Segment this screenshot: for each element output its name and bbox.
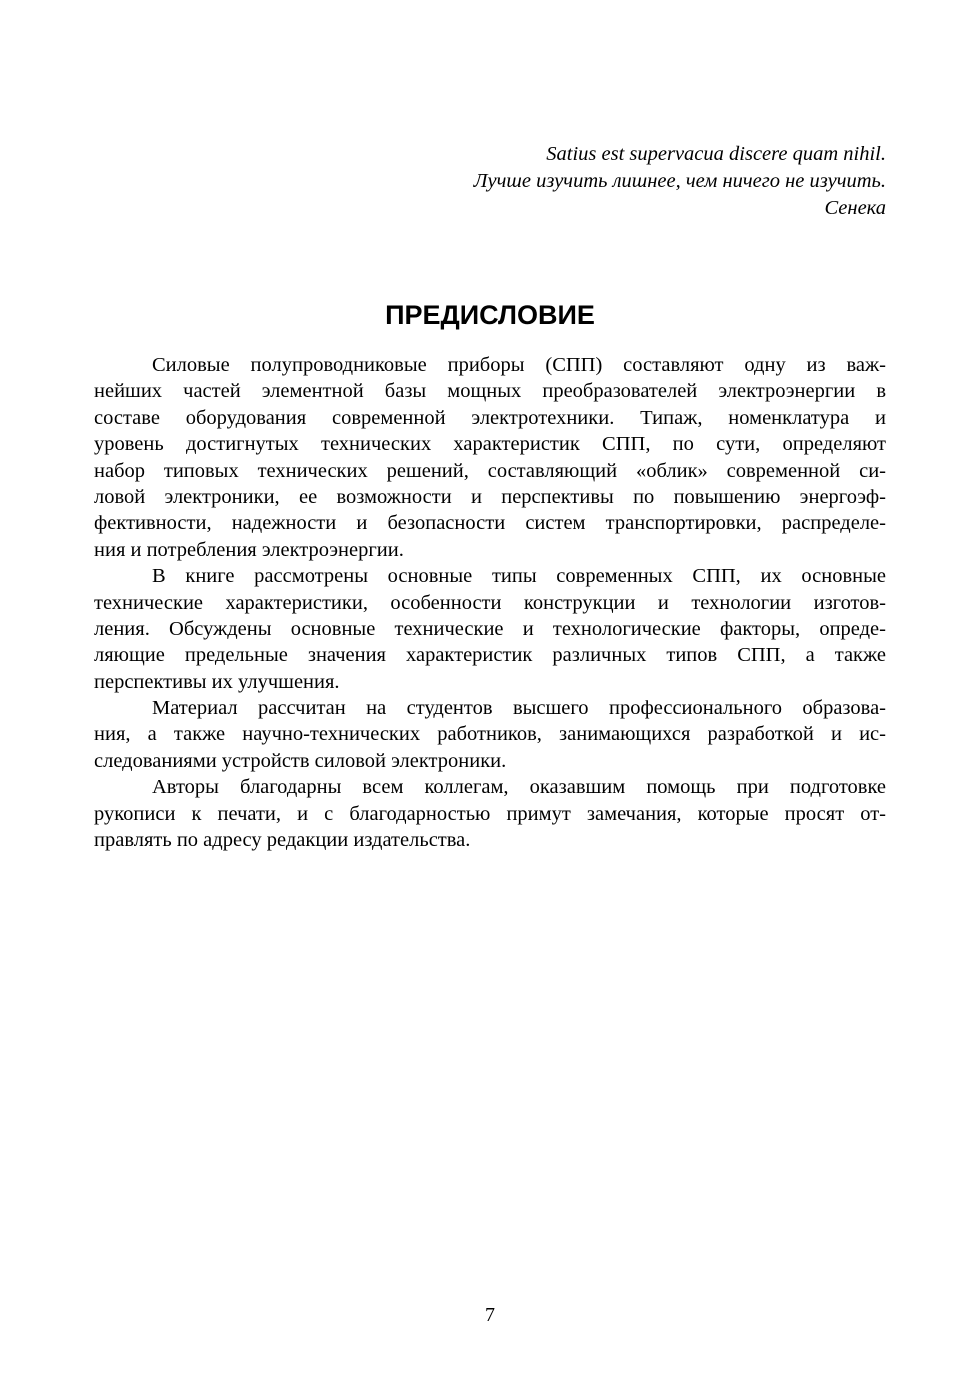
paragraph-line: перспективы их улучшения.: [94, 670, 340, 693]
paragraph-line: уровень достигнутых технических характеристик СПП, по сути, определяют: [94, 433, 886, 456]
body-text: [94, 352, 886, 853]
epigraph: [286, 141, 886, 222]
paragraph-line: правлять по адресу редакции издательства.: [94, 829, 471, 852]
paragraph-line: следованиями устройств силовой электроники.: [94, 749, 507, 772]
paragraph-line: ляющие предельные значения характеристик различных типов СПП, а также: [94, 644, 886, 667]
paragraph-line: ловой электроники, ее возможности и перспективы по повышению энергоэф-: [94, 485, 886, 508]
paragraph-line: нейших частей элементной базы мощных преобразователей электроэнергии в: [94, 380, 886, 403]
epigraph-author: Сенека: [824, 197, 886, 219]
page-title: ПРЕДИСЛОВИЕ: [385, 300, 595, 330]
paragraph-line: ния и потребления электроэнергии.: [94, 538, 404, 561]
paragraph-line: ления. Обсуждены основные технические и технологические факторы, опреде-: [94, 617, 886, 640]
page-number: 7: [485, 1304, 495, 1326]
paragraph-line: фективности, надежности и безопасности систем транспортировки, распределе-: [94, 512, 886, 535]
epigraph-russian: Лучше изучить лишнее, чем ничего не изучить.: [473, 170, 886, 192]
paragraph-line: Силовые полупроводниковые приборы (СПП) составляют одну из важ-: [152, 354, 886, 376]
paragraph-line: набор типовых технических решений, составляющий «облик» современной си-: [94, 459, 886, 482]
paragraph-line: Авторы благодарны всем коллегам, оказавшим помощь при подготовке: [152, 776, 886, 799]
paragraph-line: составе оборудования современной электротехники. Типаж, номенклатура и: [94, 406, 886, 429]
paragraph-line: технические характеристики, особенности конструкции и технологии изготов-: [94, 591, 886, 614]
epigraph-latin: Satius est supervacua discere quam nihil.: [546, 143, 886, 165]
paragraph-line: ния, а также научно-технических работников, занимающихся разработкой и ис-: [94, 723, 886, 746]
paragraph-line: рукописи к печати, и с благодарностью примут замечания, которые просят от-: [94, 802, 886, 825]
paragraph-line: В книге рассмотрены основные типы современных СПП, их основные: [152, 565, 886, 588]
paragraph-line: Материал рассчитан на студентов высшего профессионального образова-: [152, 697, 886, 720]
